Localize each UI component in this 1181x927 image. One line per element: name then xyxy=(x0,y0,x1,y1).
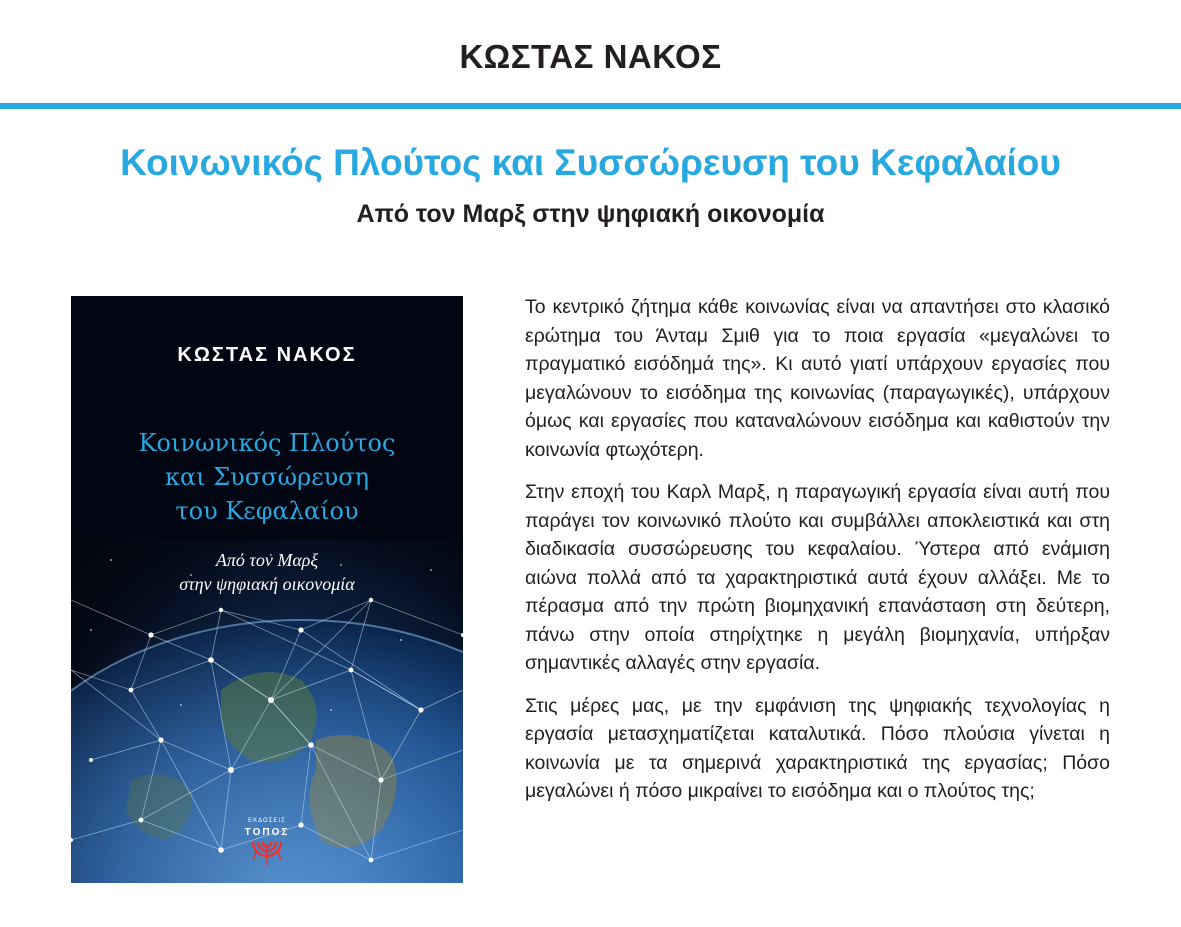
publisher-mark-icon xyxy=(249,836,285,870)
cover-title-line: και Συσσώρευση xyxy=(164,463,370,491)
header-divider xyxy=(0,103,1181,109)
cover-title-line: Κοινωνικός Πλούτος xyxy=(138,429,396,457)
paragraph: Στις μέρες μας, με την εμφάνιση της ψηφιακής τεχνολογίας η εργασία μετασχηματίζεται καταλυτικά. Πόσο πλούσια γίνεται η κοινωνία με τα σημερινά χαρακτηριστικά της εργασίας; Πόσο μεγαλώνει ή πόσο μικραίνει το εισόδημα και ο πλούτος της; xyxy=(525,694,1110,802)
author-header: ΚΩΣΤΑΣ ΝΑΚΟΣ xyxy=(459,38,722,75)
cover-subtitle xyxy=(71,548,463,596)
publisher-logo xyxy=(221,816,313,872)
description-text xyxy=(525,293,1110,820)
cover-subtitle-line: Από τον Μαρξ xyxy=(215,550,319,570)
book-title: Κοινωνικός Πλούτος και Συσσώρευση του Κεφαλαίου xyxy=(120,142,1061,183)
cover-subtitle-line: στην ψηφιακή οικονομία xyxy=(179,574,355,594)
paragraph: Το κεντρικό ζήτημα κάθε κοινωνίας είναι να απαντήσει στο κλασικό ερώτημα του Άνταμ Σμιθ για το ποια εργασία «μεγαλώνει το πραγματικό εισόδημά της». Κι αυτό γιατί υπάρχουν εργασίες που μεγαλώνουν το εισόδημα της κοινωνίας (παραγωγικές), υπάρχουν όμως και εργασίες που καταναλώνουν εισόδημα και καθιστούν την κοινωνία φτωχότερη. xyxy=(525,296,1110,461)
publisher-name: ΤΟΠΟΣ xyxy=(244,827,290,838)
cover-title xyxy=(71,426,463,528)
paragraph: Στην εποχή του Καρλ Μαρξ, η παραγωγική εργασία είναι αυτή που παράγει τον κοινωνικό πλούτο και συμβάλλει αποκλειστικά και στη διαδικασία συσσώρευσης του κεφαλαίου. Ύστερα από ενάμιση αιώνα πολλά από τα χαρακτηριστικά αυτά έχουν αλλάξει. Με το πέρασμα από την πρώτη βιομηχανική επανάσταση στη δεύτερη, πάνω στην οποία στηρίχτηκε η μεγάλη βιομηχανία, υπήρξαν σημαντικές αλλαγές στην εργασία. xyxy=(525,481,1110,674)
cover-author: ΚΩΣΤΑΣ ΝΑΚΟΣ xyxy=(177,344,357,366)
book-cover xyxy=(71,296,463,883)
publisher-label: ΕΚΔΟΣΕΙΣ xyxy=(248,818,286,824)
cover-title-line: του Κεφαλαίου xyxy=(175,497,359,525)
book-subtitle: Από τον Μαρξ στην ψηφιακή οικονομία xyxy=(356,200,825,228)
